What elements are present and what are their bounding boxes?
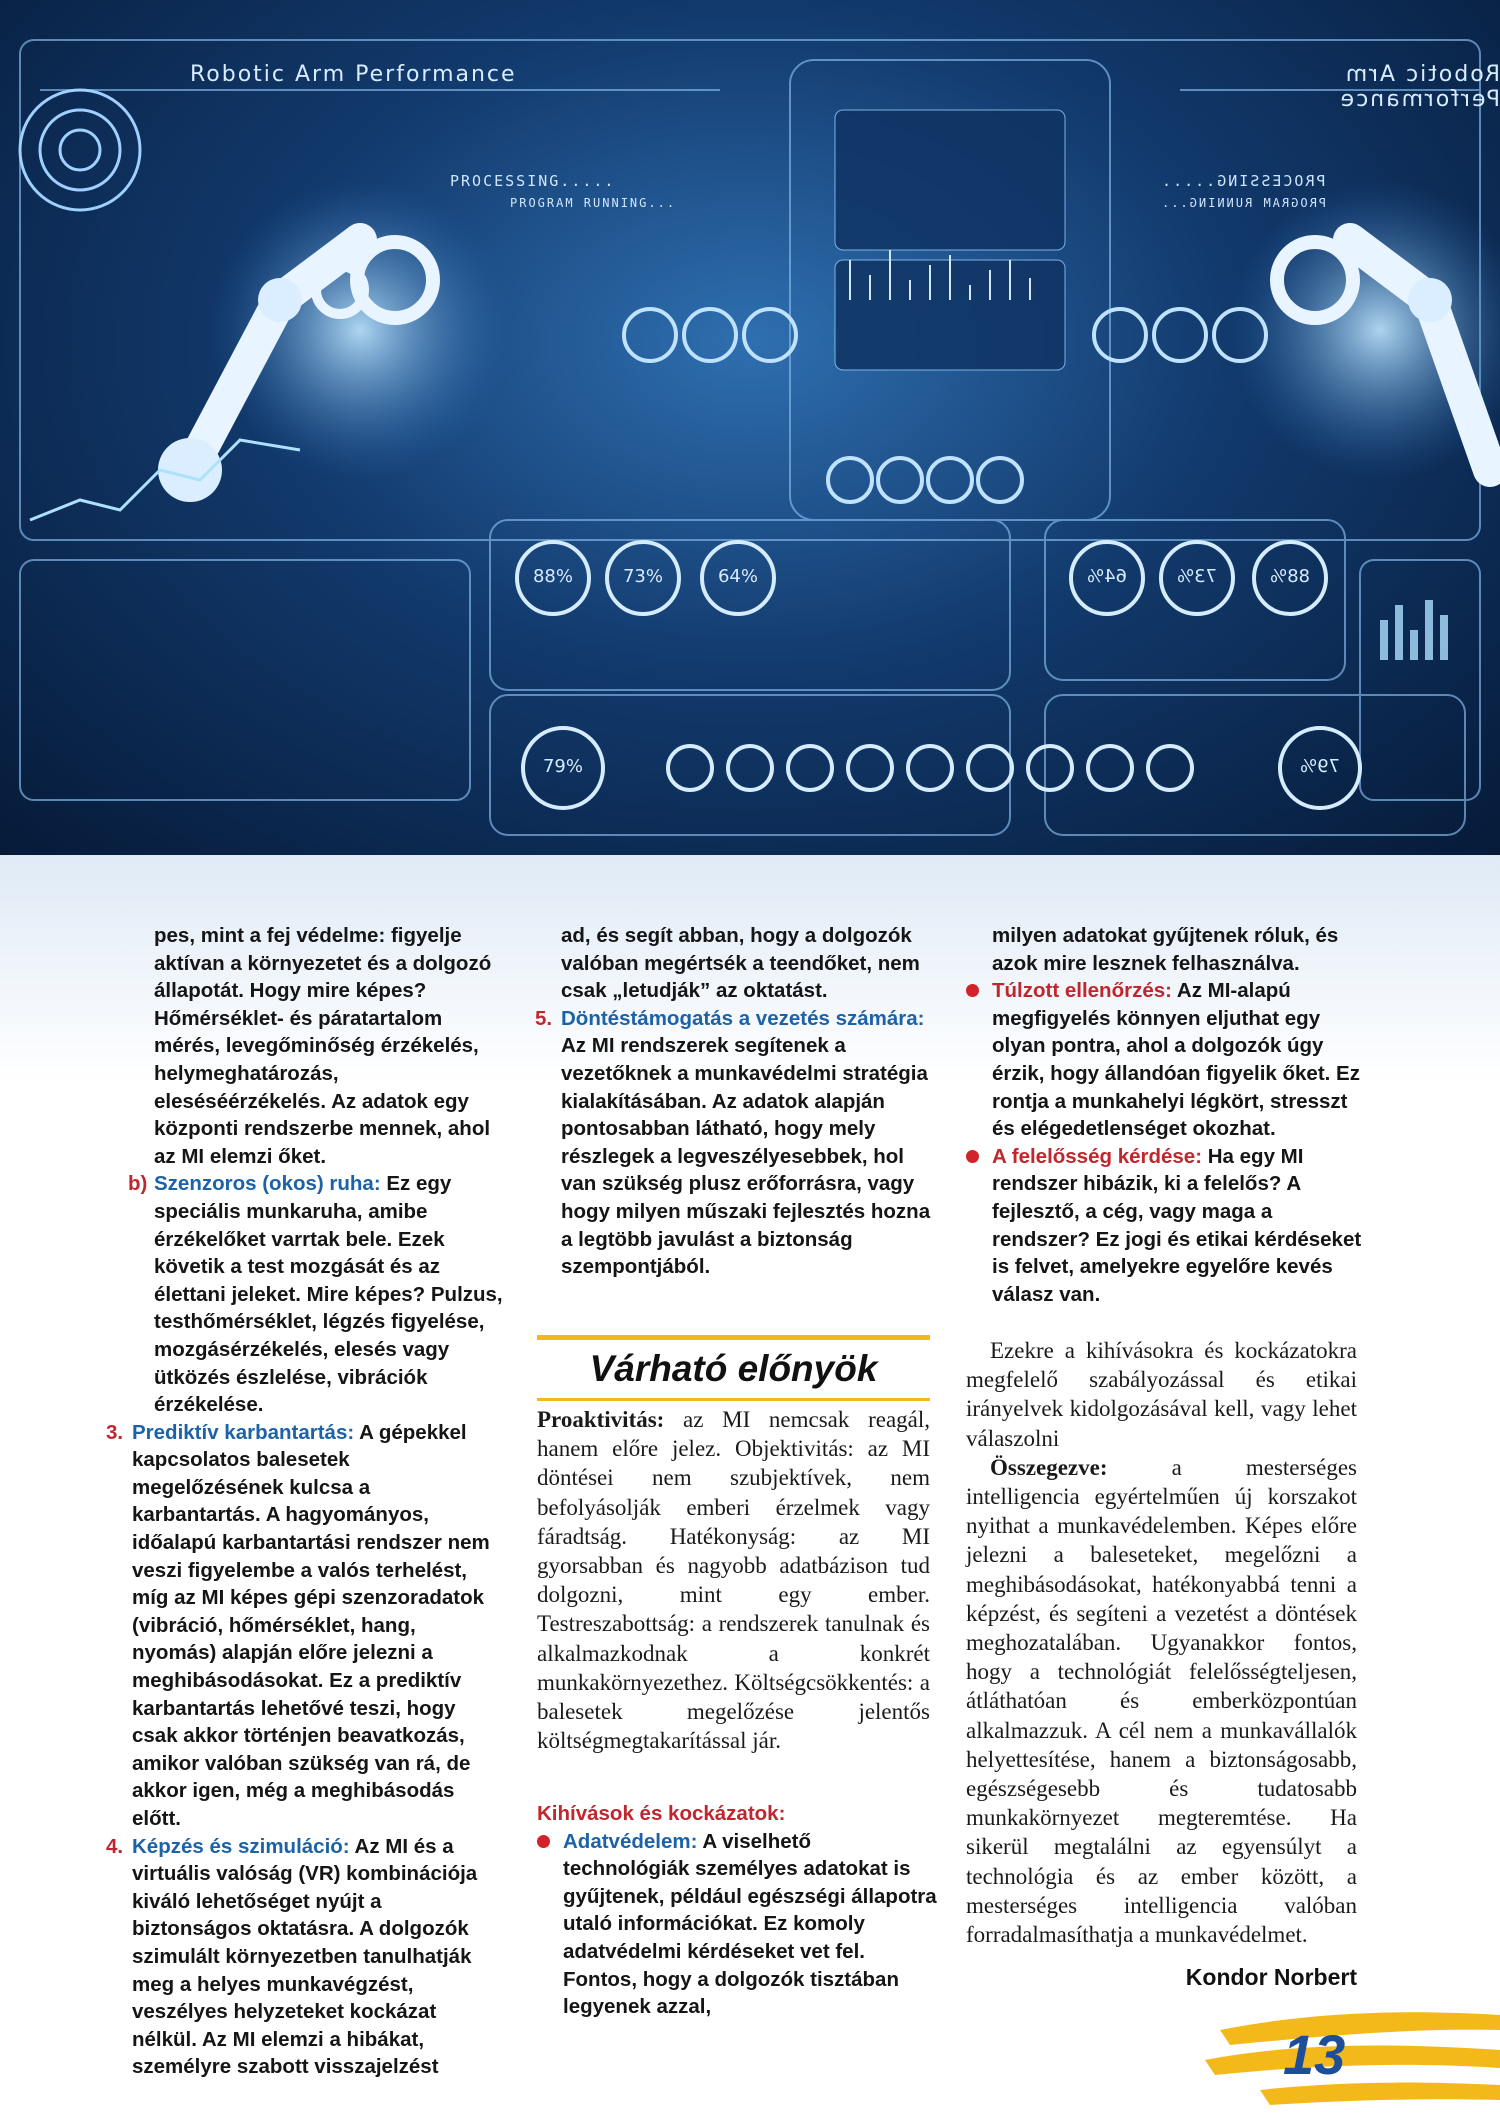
summary-heading: Összegezve: [990, 1454, 1108, 1480]
list-heading: Szenzoros (okos) ruha: [154, 1172, 381, 1196]
list-marker: 4. [106, 1834, 124, 1858]
list-text: Ez egy speciális munkaruha, amibe érzékelőket varrtak bele. Ezek követik a test mozgását és az élettani jeleket. Mire képes? Pulzus, testhőmérséklet, légzés figyelése, mozgásérzékelés, elesés vagy ütközés észlelése, vibrációk érzékelése. [154, 1172, 503, 1417]
list-text: Az MI rendszerek segítenek a vezetőknek a munkavédelmi stratégia kialakításában. Az adatok alapján pontosabban látható, hogy mely részlegek a legveszélyesebbek, hol van szükség plusz erőforrásra, vagy hogy milyen műszaki fejlesztés hozna a legtöbb javulást a biztonság szempontjából. [561, 1034, 931, 1279]
paragraph: Ezekre a kihívásokra és kockázatokra megfelelő szabályozással és etikai irányelvek kidolgozásával kell, vagy lehet válaszolni [966, 1338, 1357, 1451]
list-text: A gépekkel kapcsolatos balesetek megelőzésének kulcsa a karbantartás. A hagyományos, időalapú karbantartási rendszer nem veszi figyelembe a valós terhelést, míg az MI képes gépi szenzoradatok (vibráció, hőmérséklet, hang, nyomás) alapján előre jelezni a meghibásodásokat. Ez a prediktív karbantartás lehetővé teszi, hogy csak akkor történjen beavatkozás, amikor valóban szükség van rá, de akkor igen, még a meghibásodás előtt. [132, 1420, 490, 1830]
hero-processing-right: PROCESSING..... [1160, 172, 1326, 190]
paragraph: milyen adatokat gyűjtenek róluk, és azok mire lesznek felhasználva. [992, 924, 1339, 975]
list-heading: Döntéstámogatás a vezetés számára: [561, 1006, 925, 1030]
hero-program-right: PROGRAM RUNNING... [1160, 196, 1327, 210]
list-item [535, 1005, 935, 1281]
bullet-icon [966, 1150, 979, 1163]
benefits-text: az MI nemcsak reagál, hanem előre jelez. Objektivitás: az MI döntései nem szubjektívek, nem befolyásolják emberi érzelmek vagy fáradtság. Hatékonyság: az MI gyorsabban és nagyobb adatbázison tud dolgozni, mint egy ember. Testreszabottság: a rendszerek tanulnak és alkalmazkodnak a konkrét munkakörnyezethez. Költségcsökkentés: a balesetek megelőzése jelentős költségmegtakarítással jár. [537, 1407, 930, 1754]
section-title: Várható előnyök [537, 1335, 930, 1401]
robot-arm-left-icon [158, 180, 510, 502]
author-name: Kondor Norbert [1185, 1964, 1357, 1990]
list-heading: Adatvédelem: [563, 1829, 698, 1853]
list-text: Ha egy MI rendszer hibázik, ki a felelős? A fejlesztő, a cég, vagy maga a rendszer? Ez jogi és etikai kérdéseket is felvet, amelyekre egyelőre kevés válasz van. [992, 1144, 1362, 1306]
list-heading: A felelősség kérdése: [992, 1144, 1203, 1168]
list-marker: 5. [535, 1006, 553, 1030]
list-item [966, 977, 1366, 1143]
page-swoosh-decoration [1200, 1990, 1500, 2121]
paragraph: ad, és segít abban, hogy a dolgozók valóban megértsék a teendőket, nem csak „letudják” az oktatást. [561, 924, 920, 1003]
conclusion [966, 1336, 1357, 1949]
column-2 [535, 922, 935, 1281]
dial-icon [20, 90, 140, 210]
benefits-paragraph [537, 1405, 930, 1755]
gauge-label: 73% [1177, 566, 1218, 587]
list-heading: Képzés és szimuláció: [132, 1834, 350, 1858]
hero-illustration [0, 0, 1500, 855]
list-heading: Prediktív karbantartás: [132, 1420, 355, 1444]
benefits-heading: Proaktivitás: [537, 1407, 665, 1432]
gauge-label: 73% [622, 566, 663, 587]
list-item [128, 1170, 504, 1418]
hero-program-left: PROGRAM RUNNING... [510, 196, 677, 210]
hero-processing-left: PROCESSING..... [450, 172, 616, 190]
list-marker: b) [128, 1172, 148, 1196]
list-item [537, 1828, 937, 2021]
list-heading: Túlzott ellenőrzés: [992, 979, 1172, 1003]
gauge-label: 64% [1087, 566, 1128, 587]
gauge-label: 88% [532, 566, 573, 587]
column-1 [106, 922, 504, 2081]
summary-text: a mesterséges intelligencia egyértelműen új korszakot nyithat a munkavédelemben. Képes előre jelezni a baleseteket, megelőzni a meghibásodásokat, hatékonyabbá tenni a képzést, és segíteni a vezetést a döntések meghozatalában. Ugyanakkor fontos, hogy a technológiát felelősségteljesen, átláthatóan és emberközpontúan alkalmazzuk. A cél nem a munkavállalók helyettesítése, hanem a biztonságosabb, egészségesebb és tudatosabb munkakörnyezet megteremtése. Ha sikerül megtalálni az egyensúlyt a technológia és az ember között, a mesterséges intelligencia valóban forradalmasíthatja a munkavédelmet. [966, 1454, 1357, 1948]
column-3 [966, 922, 1366, 1308]
robot-arm-right-icon [1230, 180, 1500, 480]
gauge-label: 79% [1300, 756, 1341, 777]
challenges-section [537, 1800, 937, 2021]
list-text: Az MI-alapú megfigyelés könnyen eljuthat egy olyan pontra, ahol a dolgozók úgy érzik, hogy állandóan figyelik őket. Ez rontja a munkahelyi légkört, stresszt és elégedetlenséget okozhat. [992, 979, 1360, 1141]
hero-image [0, 0, 1500, 855]
list-text: Az MI és a virtuális valóság (VR) kombinációja kiváló lehetőséget nyújt a biztonságos oktatásra. A dolgozók szimulált környezetben tanulhatják meg a helyes munkavégzést, veszélyes helyzeteket kockázat nélkül. Az MI elemzi a hibákat, személyre szabott visszajelzést [132, 1834, 478, 2079]
gauge-label: 88% [1270, 566, 1311, 587]
hero-title-right: Robotic Arm Performance [1338, 62, 1500, 112]
bullet-icon [537, 1835, 550, 1848]
paragraph: pes, mint a fej védelme: figyelje aktívan a környezetet és a dolgozó állapotát. Hogy mire képes? Hőmérséklet- és páratartalom mérés, levegőminőség érzékelés, helymeghatározás, eleséséérzékelés. Az adatok egy központi rendszerbe mennek, ahol az MI elemzi őket. [154, 924, 492, 1168]
list-text: A viselhető technológiák személyes adatokat is gyűjtenek, például egészségi állapotra utaló információkat. Ez komoly adatvédelmi kérdéseket vet fel. Fontos, hogy a dolgozók tisztában legyenek azzal, [563, 1829, 937, 2019]
list-item [966, 1143, 1366, 1309]
list-marker: 3. [106, 1420, 124, 1444]
list-item [106, 1419, 504, 1833]
bullet-icon [966, 984, 979, 997]
gauge-label: 64% [717, 566, 758, 587]
challenges-heading: Kihívások és kockázatok: [537, 1802, 786, 1825]
gauge-label: 79% [542, 756, 583, 777]
list-item [106, 1833, 504, 2081]
hero-title-left: Robotic Arm Performance [190, 62, 517, 87]
page-number: 13 [1283, 2023, 1346, 2086]
